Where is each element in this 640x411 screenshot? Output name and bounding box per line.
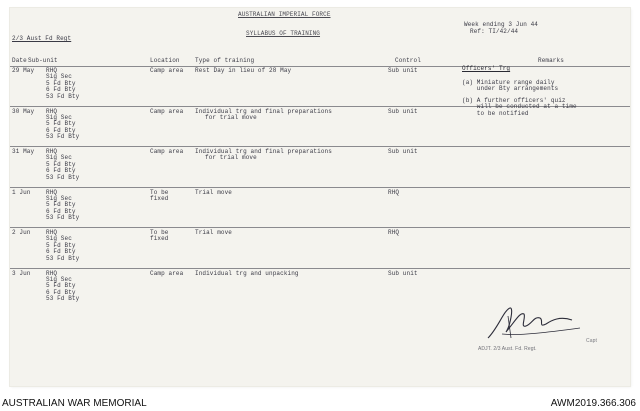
row-training: Rest Day in lieu of 28 May	[195, 67, 292, 74]
row-location: Camp area	[150, 269, 184, 277]
row-sub-unit: 5 Fd Bty	[46, 160, 76, 168]
document-subtitle: SYLLABUS OF TRAINING	[246, 30, 321, 37]
training-syllabus-page	[10, 8, 630, 386]
row-sub-unit: RHQ	[46, 229, 58, 236]
row-sub-unit: Sig Sec	[46, 154, 72, 162]
reference-number: Ref: TI/42/44	[470, 28, 519, 35]
row-sub-unit: RHQ	[46, 148, 58, 155]
row-location-line2: fixed	[150, 194, 169, 202]
row-location: To be	[150, 229, 169, 236]
row-location: Camp area	[150, 107, 184, 115]
row-date: 2 Jun	[12, 229, 31, 236]
row-sub-unit: Sig Sec	[46, 275, 72, 283]
week-ending: Week ending 3 Jun 44	[464, 21, 539, 28]
signatory-title: ADJT. 2/3 Aust. Fd. Regt.	[478, 346, 537, 352]
row-training: Trial move	[195, 229, 233, 236]
row-divider	[10, 187, 630, 188]
row-location: Camp area	[150, 148, 184, 155]
row-training: Individual trg and final preparations	[195, 107, 332, 115]
remark-line: under Bty arrangements	[462, 85, 559, 93]
row-divider	[10, 268, 630, 269]
handwritten-signature	[480, 298, 600, 348]
row-training: Individual trg and unpacking	[195, 269, 299, 277]
row-control: Sub unit	[388, 107, 418, 115]
column-date: Date	[12, 57, 27, 64]
row-sub-unit: 5 Fd Bty	[46, 201, 76, 209]
remark-line: (b) A further officers' quiz	[462, 96, 566, 104]
row-sub-unit: 6 Fd Bty	[46, 126, 76, 134]
column-type-of-training: Type of training	[195, 57, 255, 64]
row-sub-unit: RHQ	[46, 107, 58, 115]
row-location-line2: fixed	[150, 235, 169, 243]
column-remarks: Remarks	[538, 57, 564, 64]
row-sub-unit: RHQ	[46, 269, 58, 277]
row-date: 30 May	[12, 107, 35, 115]
row-divider	[10, 146, 630, 147]
row-date: 1 Jun	[12, 188, 31, 196]
row-date: 3 Jun	[12, 269, 31, 277]
row-training: Individual trg and final preparations	[195, 148, 332, 155]
row-sub-unit: 53 Fd Bty	[46, 173, 80, 181]
row-sub-unit: 5 Fd Bty	[46, 241, 76, 249]
row-sub-unit: Sig Sec	[46, 113, 72, 121]
row-sub-unit: 6 Fd Bty	[46, 248, 76, 256]
remark-line: will be conducted at a time	[462, 103, 577, 111]
row-sub-unit: RHQ	[46, 67, 58, 74]
document-title: AUSTRALIAN IMPERIAL FORCE	[238, 11, 331, 18]
row-divider	[10, 227, 630, 228]
row-sub-unit: Sig Sec	[46, 73, 72, 81]
row-location: Camp area	[150, 67, 184, 74]
row-control: Sub unit	[388, 67, 418, 74]
column-sub-unit: Sub-unit	[28, 57, 58, 64]
row-sub-unit: 53 Fd Bty	[46, 214, 80, 222]
row-sub-unit: 53 Fd Bty	[46, 133, 80, 141]
footer-institution: AUSTRALIAN WAR MEMORIAL	[2, 398, 147, 409]
row-date: 31 May	[12, 148, 35, 155]
row-training: for trial move	[205, 113, 257, 121]
row-location: To be	[150, 188, 169, 196]
column-location: Location	[150, 57, 180, 64]
row-sub-unit: 5 Fd Bty	[46, 120, 76, 128]
row-control: Sub unit	[388, 148, 418, 155]
row-sub-unit: 53 Fd Bty	[46, 254, 80, 262]
footer-catalogue-number: AWM2019.366.306	[550, 398, 636, 409]
row-sub-unit: 6 Fd Bty	[46, 167, 76, 175]
row-sub-unit: 5 Fd Bty	[46, 79, 76, 87]
unit-name: 2/3 Aust Fd Regt	[12, 35, 72, 42]
signatory-rank: Capt	[586, 338, 597, 344]
row-training: for trial move	[205, 154, 257, 162]
row-sub-unit: 53 Fd Bty	[46, 295, 80, 303]
column-control: Control	[395, 57, 421, 64]
row-control: RHQ	[388, 229, 400, 236]
remark-line: (a) Miniature range daily	[462, 79, 555, 86]
row-sub-unit: 5 Fd Bty	[46, 282, 76, 290]
archive-footer	[0, 395, 640, 411]
remarks-heading: Officers' Trg	[462, 65, 511, 72]
row-sub-unit: RHQ	[46, 188, 58, 196]
row-sub-unit: 53 Fd Bty	[46, 92, 80, 100]
remark-line: to be notified	[462, 109, 529, 117]
row-sub-unit: 6 Fd Bty	[46, 86, 76, 94]
header-rule	[10, 66, 630, 67]
row-sub-unit: 6 Fd Bty	[46, 207, 76, 215]
row-sub-unit: Sig Sec	[46, 194, 72, 202]
row-training: Trial move	[195, 188, 233, 196]
row-sub-unit: Sig Sec	[46, 235, 72, 243]
row-date: 29 May	[12, 67, 35, 74]
row-control: RHQ	[388, 188, 400, 196]
row-sub-unit: 6 Fd Bty	[46, 288, 76, 296]
row-control: Sub unit	[388, 269, 418, 277]
